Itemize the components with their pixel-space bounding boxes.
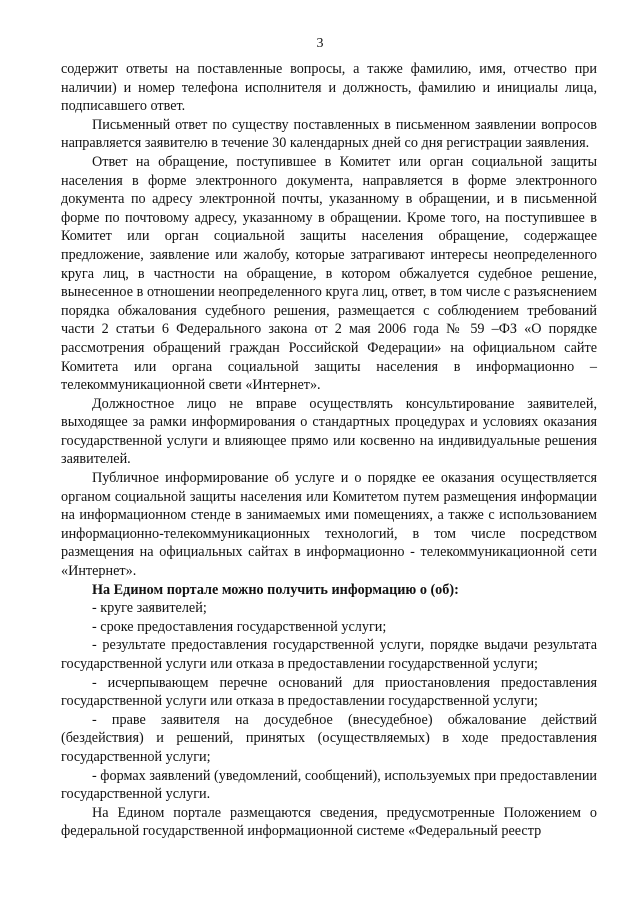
paragraph-continuation: содержит ответы на поставленные вопросы, а также фамилию, имя, отчество при наличии) и номер телефона исполнителя и должность, фамилию и инициалы лица, подписавшего ответ. <box>61 61 597 115</box>
list-item: - сроке предоставления государственной услуги; <box>92 618 387 635</box>
list-item: - результате предоставления государственной услуги, порядке выдачи результата государственной услуги или отказа в предоставлении государственной услуги; <box>61 637 597 672</box>
paragraph-response-deadline: Письменный ответ по существу поставленных в письменном заявлении вопросов направляется заявителю в течение 30 календарных дней со дня регистрации заявления. <box>61 116 597 152</box>
section-heading-portal: На Едином портале можно получить информацию о (об): <box>92 581 459 598</box>
paragraph-electronic-response: Ответ на обращение, поступившее в Комитет или орган социальной защиты населения в форме электронного документа, направляется в форме электронного документа по адресу электронной почты, указанному в обращении, и в письменной форме по почтовому адресу, указанному в обращении. Кроме того, на поступившее в Комитет или орган социальной защиты населения обращение, содержащее предложение, заявление или жалобу, которые затрагивают интересы неопределенного круга лиц, в частности на обращение, в котором обжалуется судебное решение, вынесенное в отношении неопределенного круга лиц, ответ, в том числе с разъяснением порядка обжалования судебного решения, размещается с соблюдением требований части 2 статьи 6 Федерального закона от 2 мая 2006 года № 59 –ФЗ «О порядке рассмотрения обращений граждан Российской Федерации» на официальном сайте Комитета или органа социальной защиты населения в информационно – телекоммуникационной свети «Интернет». <box>61 153 597 394</box>
page-number: 3 <box>316 36 324 51</box>
list-item: - формах заявлений (уведомлений, сообщений), используемых при предоставлении государственной услуги. <box>61 767 597 803</box>
list-item: - круге заявителей; <box>92 600 207 617</box>
paragraph-portal-info: На Едином портале размещаются сведения, предусмотренные Положением о федеральной государственной информационной системе «Федеральный реестр <box>61 804 597 840</box>
paragraph-public-information: Публичное информирование об услуге и о порядке ее оказания осуществляется органом социальной защиты населения или Комитетом путем размещения информации на информационном стенде в занимаемых ими помещениях, а также с использованием информационно-телекоммуникационных технологий, в том числе посредством размещения на официальных сайтах в информационно - телекоммуникационной сети «Интернет». <box>61 470 597 580</box>
list-item: - праве заявителя на досудебное (внесудебное) обжалование действий (бездействия) и решений, принятых (осуществляемых) в ходе предоставления государственной услуги; <box>61 711 597 765</box>
paragraph-official-limits: Должностное лицо не вправе осуществлять консультирование заявителей, выходящее за рамки информирования о стандартных процедурах и условиях оказания государственной услуги и влияющее прямо или косвенно на индивидуальные решения заявителей. <box>61 395 597 468</box>
list-item: - исчерпывающем перечне оснований для приостановления предоставления государственной услуги или отказа в предоставлении государственной услуги; <box>61 674 597 710</box>
document-body <box>61 60 597 841</box>
